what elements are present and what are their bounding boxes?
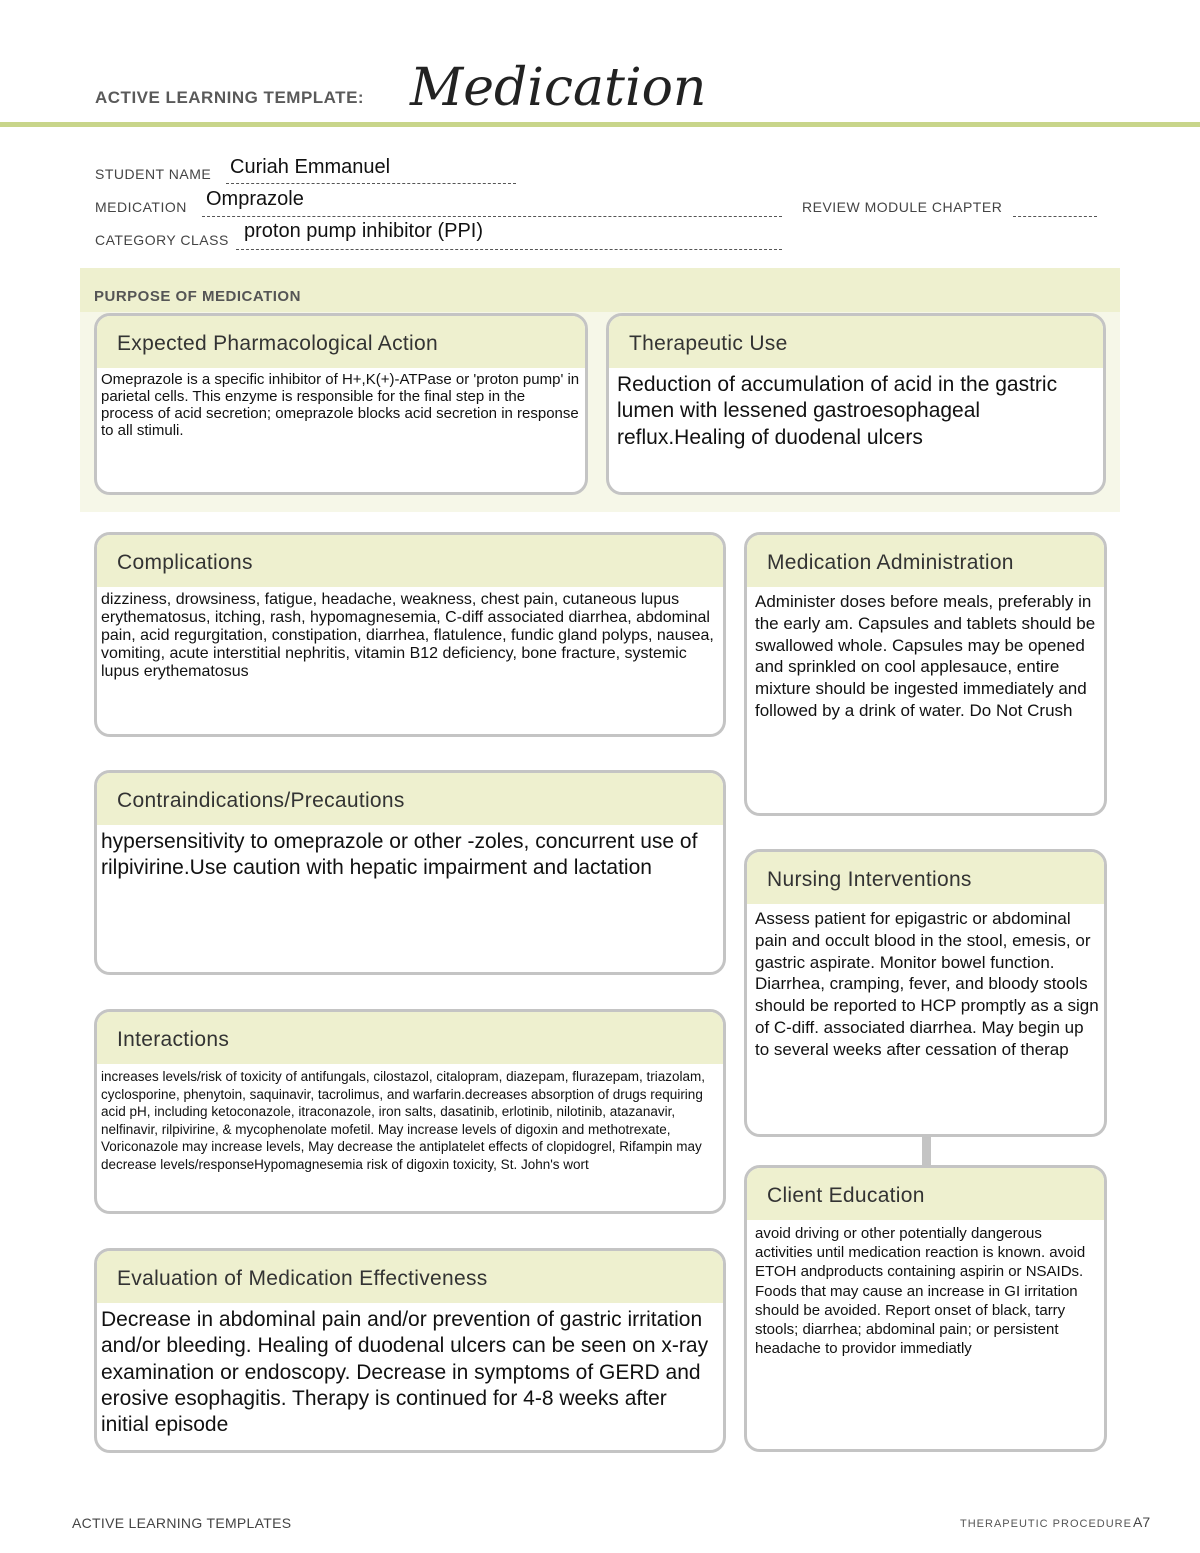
client-education-text[interactable]: avoid driving or other potentially dangerous activities until medication reaction is known. avoid ETOH andproducts containing aspirin or NSAIDs. Foods that may cause an increase in GI irritation should be avoided. Report onset of black, tarry stools; diarrhea; abdominal pain; or persistent headache to providor immediatly [755,1225,1086,1358]
nursing-text[interactable]: Assess patient for epigastric or abdominal pain and occult blood in the stool, emesis, or gastric aspirate. Monitor bowel function. Diarrhea, cramping, fever, and bloody stools should be reported to HCP promptly as a sign of C-diff. associated diarrhea. May begin up to several weeks after cessation of therap [755,909,1099,1059]
nursing-card [744,849,1107,1137]
review-module-field[interactable] [1013,198,1097,217]
nursing-title: Nursing Interventions [747,852,1104,904]
expected-action-card [94,313,588,495]
complications-card [94,532,726,737]
interactions-text[interactable]: increases levels/risk of toxicity of antifungals, cilostazol, citalopram, diazepam, flurazepam, triazolam, cyclosporine, phenytoin, saquinavir, tacrolimus, and warfarin.decreases absorption of drugs requiring acid pH, including ketoconazole, itraconazole, iron salts, dasatinib, erlotinib, nilotinib, atazanavir, nelfinavir, rilpivirine, & mycophenolate mofetil. May increase levels of digoxin and methotrexate, Voriconazole may increase levels, May decrease the antiplatelet effects of clopidogrel, Rifampin may decrease levels/responseHypomagnesemia risk of digoxin toxicity, St. John's wort [101,1069,705,1172]
purpose-label: PURPOSE OF MEDICATION [94,288,301,305]
category-class-label: CATEGORY CLASS [95,232,229,248]
expected-action-title: Expected Pharmacological Action [97,316,585,368]
interactions-card [94,1009,726,1214]
administration-card [744,532,1107,816]
footer-code: A7 [1133,1514,1151,1530]
contraindications-title: Contraindications/Precautions [97,773,723,825]
client-education-card [744,1165,1107,1452]
category-class-value: proton pump inhibitor (PPI) [244,220,484,242]
complications-title: Complications [97,535,723,587]
footer-right: THERAPEUTIC PROCEDURE [960,1518,1132,1530]
contraindications-text[interactable]: hypersensitivity to omeprazole or other -zoles, concurrent use of rilpivirine.Use caution with hepatic impairment and lactation [101,830,698,880]
administration-title: Medication Administration [747,535,1104,587]
review-module-label: REVIEW MODULE CHAPTER [802,199,1003,215]
evaluation-title: Evaluation of Medication Effectiveness [97,1251,723,1303]
contraindications-card [94,770,726,975]
therapeutic-use-text[interactable]: Reduction of accumulation of acid in the gastric lumen with lessened gastroesophageal reflux.Healing of duodenal ulcers [617,373,1058,449]
therapeutic-use-title: Therapeutic Use [609,316,1103,368]
medication-label: MEDICATION [95,199,187,215]
template-label: ACTIVE LEARNING TEMPLATE: [95,88,365,107]
complications-text[interactable]: dizziness, drowsiness, fatigue, headache, weakness, chest pain, cutaneous lupus erythematosus, itching, rash, hypomagnesemia, C-diff associated diarrhea, abdominal pain, acid regurgitation, constipation, diarrhea, flatulence, fundic gland polyps, nausea, vomiting, acute interstitial nephritis, vitamin B12 deficiency, bone fracture, systemic lupus erythematosus [101,591,714,681]
evaluation-card [94,1248,726,1453]
administration-text[interactable]: Administer doses before meals, preferably in the early am. Capsules and tablets should be swallowed whole. Capsules may be opened and sprinkled on cool applesauce, entire mixture should be ingested immediately and followed by a drink of water. Do Not Crush [755,592,1096,720]
section-connector [922,1137,931,1165]
therapeutic-use-card [606,313,1106,495]
page-title: Medication [410,58,707,118]
client-education-title: Client Education [747,1168,1104,1220]
footer-left: ACTIVE LEARNING TEMPLATES [72,1515,292,1531]
interactions-title: Interactions [97,1012,723,1064]
evaluation-text[interactable]: Decrease in abdominal pain and/or prevention of gastric irritation and/or bleeding. Healing of duodenal ulcers can be seen on x-ray examination or endoscopy. Decrease in symptoms of GERD and erosive esophagitis. Therapy is continued for 4-8 weeks after initial episode [101,1308,709,1436]
medication-value: Omprazole [206,188,304,210]
student-name-label: STUDENT NAME [95,166,212,182]
expected-action-text[interactable]: Omeprazole is a specific inhibitor of H+,K(+)-ATPase or 'proton pump' in parietal cells. This enzyme is responsible for the final step in the process of acid secretion; omeprazole blocks acid secretion in response to all stimuli. [101,371,580,439]
header-divider [0,122,1200,127]
student-name-value: Curiah Emmanuel [230,156,391,178]
